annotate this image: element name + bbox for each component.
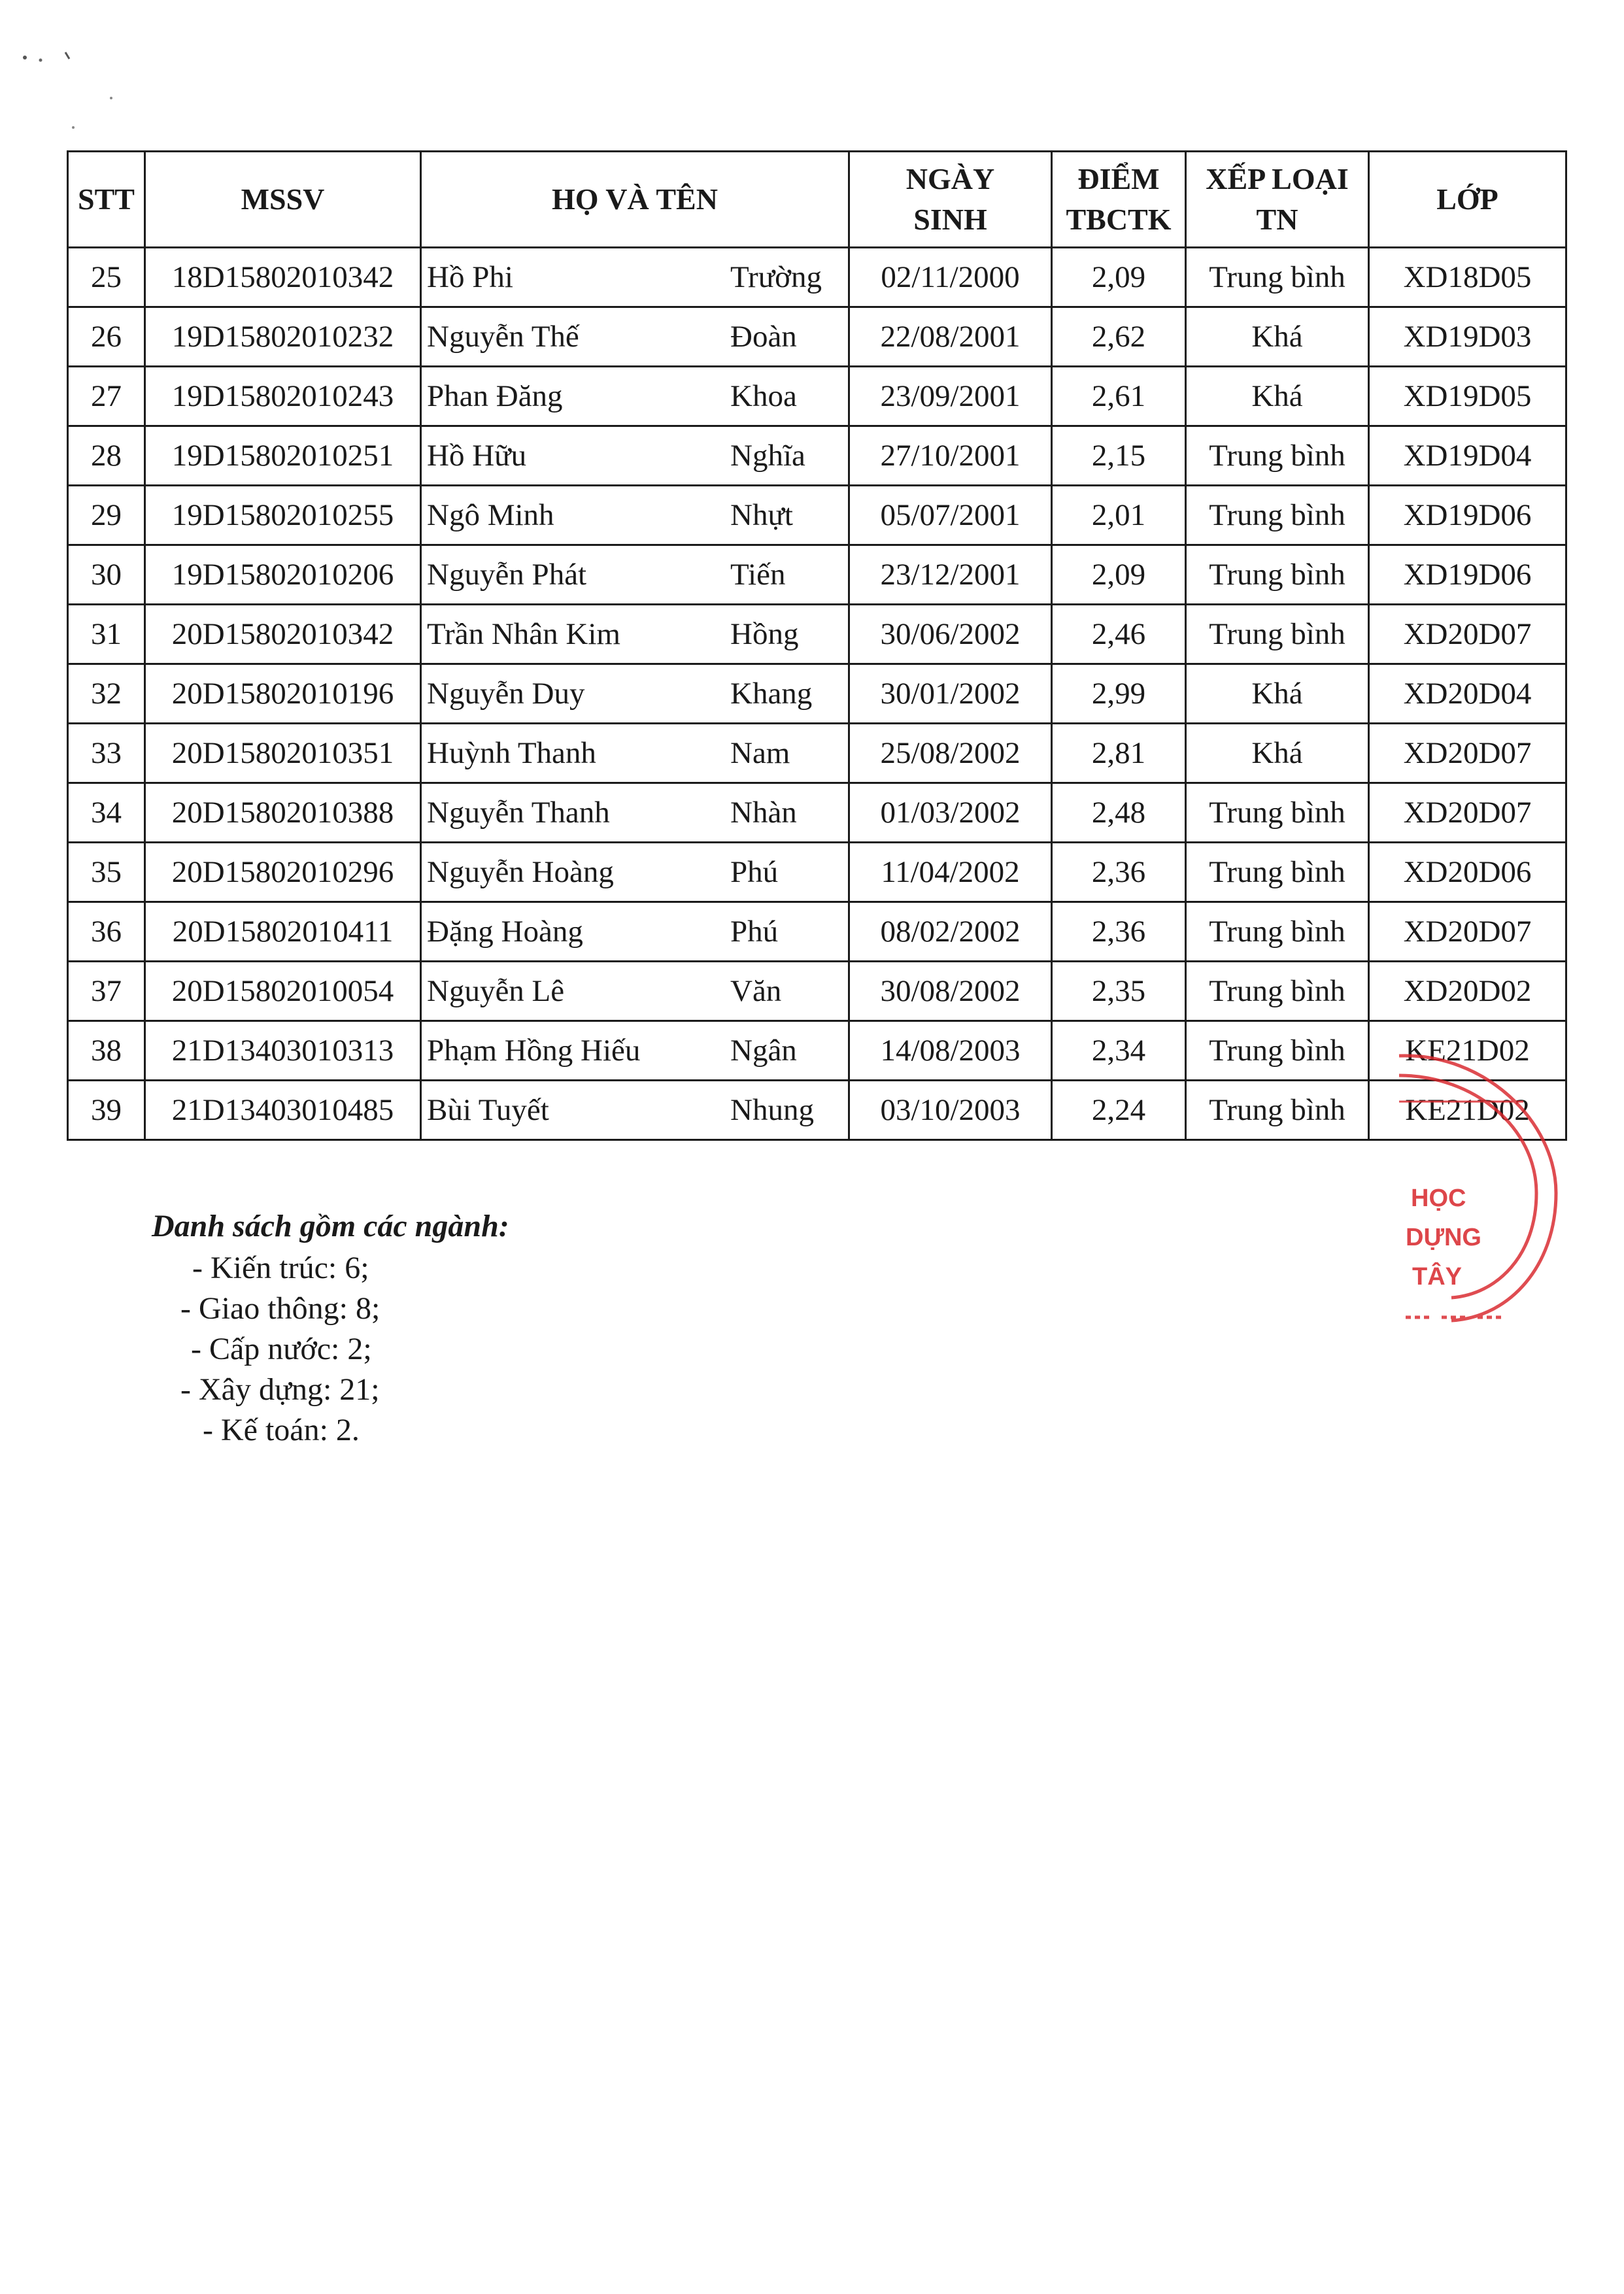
cell-diem: 2,24	[1052, 1081, 1186, 1140]
header-ngay-sinh-line2: SINH	[913, 203, 987, 236]
cell-diem: 2,09	[1052, 248, 1186, 307]
cell-ten: Nghĩa	[730, 439, 805, 473]
cell-ngay-sinh: 25/08/2002	[849, 724, 1052, 783]
cell-lop: XD20D07	[1369, 605, 1566, 664]
cell-ho: Nguyễn Phát	[427, 558, 587, 592]
cell-xep-loai: Trung bình	[1186, 783, 1369, 843]
cell-diem: 2,34	[1052, 1021, 1186, 1081]
notes-item-kien-truc: - Kiến trúc: 6;	[192, 1251, 369, 1285]
cell-diem: 2,35	[1052, 962, 1186, 1021]
name-split	[422, 616, 848, 652]
cell-mssv: 20D15802010196	[145, 664, 421, 724]
table-row	[68, 248, 1566, 307]
cell-xep-loai: Trung bình	[1186, 1081, 1369, 1140]
name-split	[422, 1092, 848, 1128]
cell-mssv: 19D15802010255	[145, 486, 421, 545]
cell-ho: Bùi Tuyết	[427, 1093, 549, 1127]
header-diem-line2: TBCTK	[1066, 203, 1172, 236]
cell-stt: 28	[68, 426, 145, 486]
cell-ngay-sinh: 14/08/2003	[849, 1021, 1052, 1081]
cell-stt: 30	[68, 545, 145, 605]
cell-ho: Nguyễn Lê	[427, 974, 565, 1008]
notes-item-xay-dung: - Xây dựng: 21;	[180, 1372, 380, 1407]
cell-diem: 2,01	[1052, 486, 1186, 545]
header-diem-line1: ĐIỂM	[1077, 161, 1160, 195]
cell-stt: 27	[68, 367, 145, 426]
cell-stt: 31	[68, 605, 145, 664]
cell-ngay-sinh: 30/06/2002	[849, 605, 1052, 664]
cell-ho-ten	[421, 426, 849, 486]
name-split	[422, 914, 848, 949]
table-row	[68, 307, 1566, 367]
cell-mssv: 19D15802010243	[145, 367, 421, 426]
cell-xep-loai: Trung bình	[1186, 486, 1369, 545]
cell-stt: 32	[68, 664, 145, 724]
header-ngay-sinh-line1: NGÀY	[905, 161, 995, 195]
cell-ho: Nguyễn Thanh	[427, 796, 610, 830]
name-split	[422, 379, 848, 414]
cell-ho: Nguyễn Hoàng	[427, 855, 614, 889]
cell-lop: KE21D02	[1369, 1021, 1566, 1081]
cell-ho: Huỳnh Thanh	[427, 736, 596, 770]
table-row	[68, 1081, 1566, 1140]
table-row	[68, 605, 1566, 664]
cell-xep-loai: Trung bình	[1186, 1021, 1369, 1081]
notes-item-ke-toan: - Kế toán: 2.	[203, 1413, 360, 1447]
table-row	[68, 486, 1566, 545]
notes-item-cap-nuoc: - Cấp nước: 2;	[191, 1332, 372, 1366]
cell-stt: 36	[68, 902, 145, 962]
cell-ho-ten	[421, 367, 849, 426]
header-stt: STT	[68, 152, 145, 248]
cell-ten: Khoa	[730, 379, 797, 413]
cell-mssv: 20D15802010296	[145, 843, 421, 902]
cell-stt: 38	[68, 1021, 145, 1081]
table-row	[68, 962, 1566, 1021]
cell-lop: XD18D05	[1369, 248, 1566, 307]
cell-ten: Trường	[730, 260, 822, 294]
cell-ten: Phú	[730, 915, 779, 949]
cell-ho: Phạm Hồng Hiếu	[427, 1034, 641, 1068]
cell-ten: Nhựt	[730, 498, 793, 532]
cell-diem: 2,36	[1052, 843, 1186, 902]
cell-diem: 2,15	[1052, 426, 1186, 486]
cell-stt: 35	[68, 843, 145, 902]
cell-xep-loai: Trung bình	[1186, 545, 1369, 605]
cell-lop: XD20D04	[1369, 664, 1566, 724]
cell-ho-ten	[421, 545, 849, 605]
cell-diem: 2,09	[1052, 545, 1186, 605]
cell-ngay-sinh: 30/01/2002	[849, 664, 1052, 724]
header-ho-ten: HỌ VÀ TÊN	[421, 152, 849, 248]
cell-mssv: 21D13403010313	[145, 1021, 421, 1081]
cell-mssv: 19D15802010251	[145, 426, 421, 486]
cell-ho: Nguyễn Duy	[427, 677, 585, 711]
cell-ho: Phan Đăng	[427, 379, 563, 413]
header-mssv: MSSV	[145, 152, 421, 248]
table-row	[68, 724, 1566, 783]
cell-ngay-sinh: 11/04/2002	[849, 843, 1052, 902]
official-seal-stamp	[1360, 1030, 1576, 1357]
cell-ngay-sinh: 27/10/2001	[849, 426, 1052, 486]
cell-lop: XD19D03	[1369, 307, 1566, 367]
cell-lop: XD19D06	[1369, 486, 1566, 545]
cell-ho-ten	[421, 724, 849, 783]
cell-lop: XD20D07	[1369, 902, 1566, 962]
cell-ngay-sinh: 22/08/2001	[849, 307, 1052, 367]
table-row	[68, 426, 1566, 486]
cell-lop: XD20D07	[1369, 724, 1566, 783]
cell-ngay-sinh: 05/07/2001	[849, 486, 1052, 545]
cell-ten: Nhung	[730, 1093, 814, 1127]
table-row	[68, 1021, 1566, 1081]
cell-ho: Trần Nhân Kim	[427, 617, 620, 651]
cell-xep-loai: Trung bình	[1186, 605, 1369, 664]
cell-ten: Tiến	[730, 558, 786, 592]
header-lop: LỚP	[1369, 152, 1566, 248]
cell-lop: XD19D06	[1369, 545, 1566, 605]
name-split	[422, 319, 848, 354]
graduation-table	[67, 150, 1567, 1141]
name-split	[422, 557, 848, 592]
cell-mssv: 20D15802010388	[145, 783, 421, 843]
cell-ho: Ngô Minh	[427, 498, 554, 532]
stamp-line-1: HỌC	[1411, 1185, 1466, 1212]
cell-ten: Khang	[730, 677, 813, 711]
table-header-row	[68, 152, 1566, 248]
name-split	[422, 795, 848, 830]
cell-ngay-sinh: 01/03/2002	[849, 783, 1052, 843]
cell-ten: Nam	[730, 736, 790, 770]
cell-lop: XD19D04	[1369, 426, 1566, 486]
cell-mssv: 20D15802010054	[145, 962, 421, 1021]
cell-stt: 33	[68, 724, 145, 783]
cell-xep-loai: Trung bình	[1186, 902, 1369, 962]
cell-stt: 39	[68, 1081, 145, 1140]
cell-ngay-sinh: 02/11/2000	[849, 248, 1052, 307]
stamp-line-3: TÂY	[1412, 1263, 1462, 1290]
table-body	[68, 248, 1566, 1140]
cell-xep-loai: Trung bình	[1186, 426, 1369, 486]
cell-stt: 29	[68, 486, 145, 545]
cell-ngay-sinh: 23/09/2001	[849, 367, 1052, 426]
cell-lop: XD20D02	[1369, 962, 1566, 1021]
cell-diem: 2,46	[1052, 605, 1186, 664]
cell-stt: 26	[68, 307, 145, 367]
name-split	[422, 498, 848, 533]
cell-ngay-sinh: 23/12/2001	[849, 545, 1052, 605]
cell-ho: Nguyễn Thế	[427, 320, 579, 354]
notes-section	[152, 1206, 509, 1451]
cell-diem: 2,48	[1052, 783, 1186, 843]
cell-ten: Đoàn	[730, 320, 797, 354]
cell-ten: Phú	[730, 855, 779, 889]
cell-xep-loai: Trung bình	[1186, 962, 1369, 1021]
cell-ten: Ngân	[730, 1034, 797, 1068]
cell-ho: Hồ Phi	[427, 260, 513, 294]
cell-stt: 34	[68, 783, 145, 843]
cell-ho-ten	[421, 486, 849, 545]
header-ngay-sinh	[849, 152, 1052, 248]
cell-lop: XD19D05	[1369, 367, 1566, 426]
notes-title: Danh sách gồm các ngành:	[152, 1209, 509, 1243]
cell-xep-loai: Khá	[1186, 367, 1369, 426]
table-row	[68, 545, 1566, 605]
cell-mssv: 20D15802010342	[145, 605, 421, 664]
cell-lop: KE21D02	[1369, 1081, 1566, 1140]
cell-ho-ten	[421, 307, 849, 367]
cell-mssv: 20D15802010411	[145, 902, 421, 962]
cell-ho-ten	[421, 1081, 849, 1140]
cell-ho-ten	[421, 962, 849, 1021]
cell-xep-loai: Khá	[1186, 724, 1369, 783]
cell-mssv: 18D15802010342	[145, 248, 421, 307]
cell-mssv: 20D15802010351	[145, 724, 421, 783]
cell-xep-loai: Trung bình	[1186, 843, 1369, 902]
cell-ho-ten	[421, 843, 849, 902]
name-split	[422, 854, 848, 890]
stamp-line-2: DỰNG	[1406, 1224, 1481, 1251]
notes-item-giao-thong: - Giao thông: 8;	[180, 1291, 381, 1326]
name-split	[422, 735, 848, 771]
cell-mssv: 19D15802010232	[145, 307, 421, 367]
table-row	[68, 902, 1566, 962]
header-xep-loai-line2: TN	[1256, 203, 1298, 236]
cell-ten: Nhàn	[730, 796, 797, 830]
name-split	[422, 1033, 848, 1068]
name-split	[422, 676, 848, 711]
cell-ho-ten	[421, 605, 849, 664]
name-split	[422, 973, 848, 1009]
cell-ten: Hồng	[730, 617, 799, 651]
cell-lop: XD20D06	[1369, 843, 1566, 902]
cell-diem: 2,99	[1052, 664, 1186, 724]
cell-ho-ten	[421, 1021, 849, 1081]
cell-xep-loai: Trung bình	[1186, 248, 1369, 307]
table-row	[68, 843, 1566, 902]
table-row	[68, 664, 1566, 724]
cell-mssv: 21D13403010485	[145, 1081, 421, 1140]
cell-xep-loai: Khá	[1186, 664, 1369, 724]
cell-diem: 2,62	[1052, 307, 1186, 367]
cell-diem: 2,36	[1052, 902, 1186, 962]
cell-lop: XD20D07	[1369, 783, 1566, 843]
cell-ho-ten	[421, 902, 849, 962]
table-row	[68, 783, 1566, 843]
name-split	[422, 260, 848, 295]
cell-diem: 2,61	[1052, 367, 1186, 426]
cell-xep-loai: Khá	[1186, 307, 1369, 367]
header-diem	[1052, 152, 1186, 248]
cell-ho-ten	[421, 248, 849, 307]
cell-ho: Đặng Hoàng	[427, 915, 583, 949]
cell-ho: Hồ Hữu	[427, 439, 527, 473]
cell-ngay-sinh: 08/02/2002	[849, 902, 1052, 962]
cell-ho-ten	[421, 783, 849, 843]
cell-stt: 37	[68, 962, 145, 1021]
cell-mssv: 19D15802010206	[145, 545, 421, 605]
cell-diem: 2,81	[1052, 724, 1186, 783]
cell-ngay-sinh: 03/10/2003	[849, 1081, 1052, 1140]
header-xep-loai-line1: XẾP LOẠI	[1206, 161, 1349, 195]
name-split	[422, 438, 848, 473]
table-row	[68, 367, 1566, 426]
cell-ho-ten	[421, 664, 849, 724]
cell-ngay-sinh: 30/08/2002	[849, 962, 1052, 1021]
cell-ten: Văn	[730, 974, 782, 1008]
cell-stt: 25	[68, 248, 145, 307]
header-xep-loai	[1186, 152, 1369, 248]
